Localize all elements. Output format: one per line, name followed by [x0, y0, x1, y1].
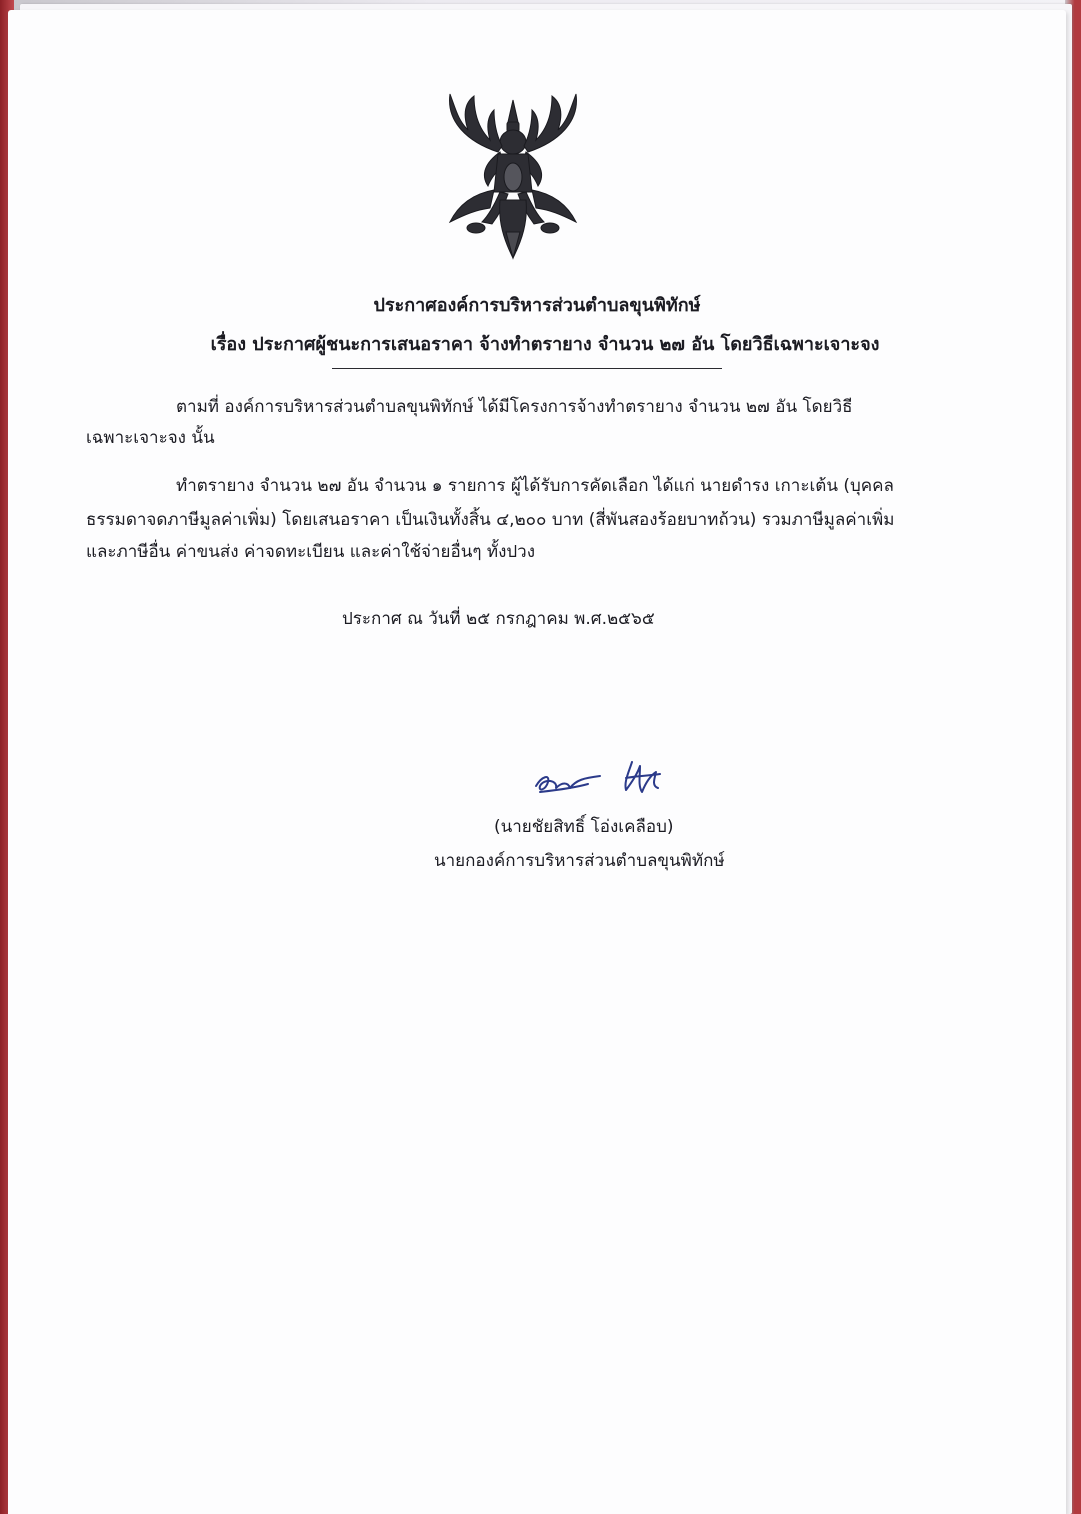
- title-divider: [332, 368, 722, 369]
- signer-name: (นายชัยสิทธิ์ โอ่งเคลือบ): [494, 817, 674, 837]
- body-paragraph-2-line-3: และภาษีอื่น ค่าขนส่ง ค่าจดทะเบียน และค่าใช้จ่ายอื่นๆ ทั้งปวง: [86, 542, 536, 562]
- announcement-date: ประกาศ ณ วันที่ ๒๕ กรกฎาคม พ.ศ.๒๕๖๕: [342, 609, 655, 629]
- body-paragraph-2-line-1: ทำตรายาง จำนวน ๒๗ อัน จำนวน ๑ รายการ ผู้ได้รับการคัดเลือก ได้แก่ นายดำรง เกาะเต้น (บุคคล: [176, 476, 894, 496]
- handwritten-signature: [528, 752, 678, 802]
- body-paragraph-1-line-1: ตามที่ องค์การบริหารส่วนตำบลขุนพิทักษ์ ได้มีโครงการจ้างทำตรายาง จำนวน ๒๗ อัน โดยวิธี: [176, 397, 853, 417]
- garuda-emblem-icon: [428, 82, 598, 264]
- announcement-subject: เรื่อง ประกาศผู้ชนะการเสนอราคา จ้างทำตรายาง จำนวน ๒๗ อัน โดยวิธีเฉพาะเจาะจง: [210, 334, 880, 355]
- body-paragraph-2-line-2: ธรรมดาจดภาษีมูลค่าเพิ่ม) โดยเสนอราคา เป็นเงินทั้งสิ้น ๔,๒๐๐ บาท (สี่พันสองร้อยบาทถ้วน) รวมภาษีมูลค่าเพิ่ม: [86, 510, 895, 530]
- document-page: [8, 10, 1066, 1514]
- signer-title: นายกองค์การบริหารส่วนตำบลขุนพิทักษ์: [434, 851, 725, 871]
- body-paragraph-1-line-2: เฉพาะเจาะจง นั้น: [86, 428, 215, 448]
- announcement-title: ประกาศองค์การบริหารส่วนตำบลขุนพิทักษ์: [373, 295, 701, 316]
